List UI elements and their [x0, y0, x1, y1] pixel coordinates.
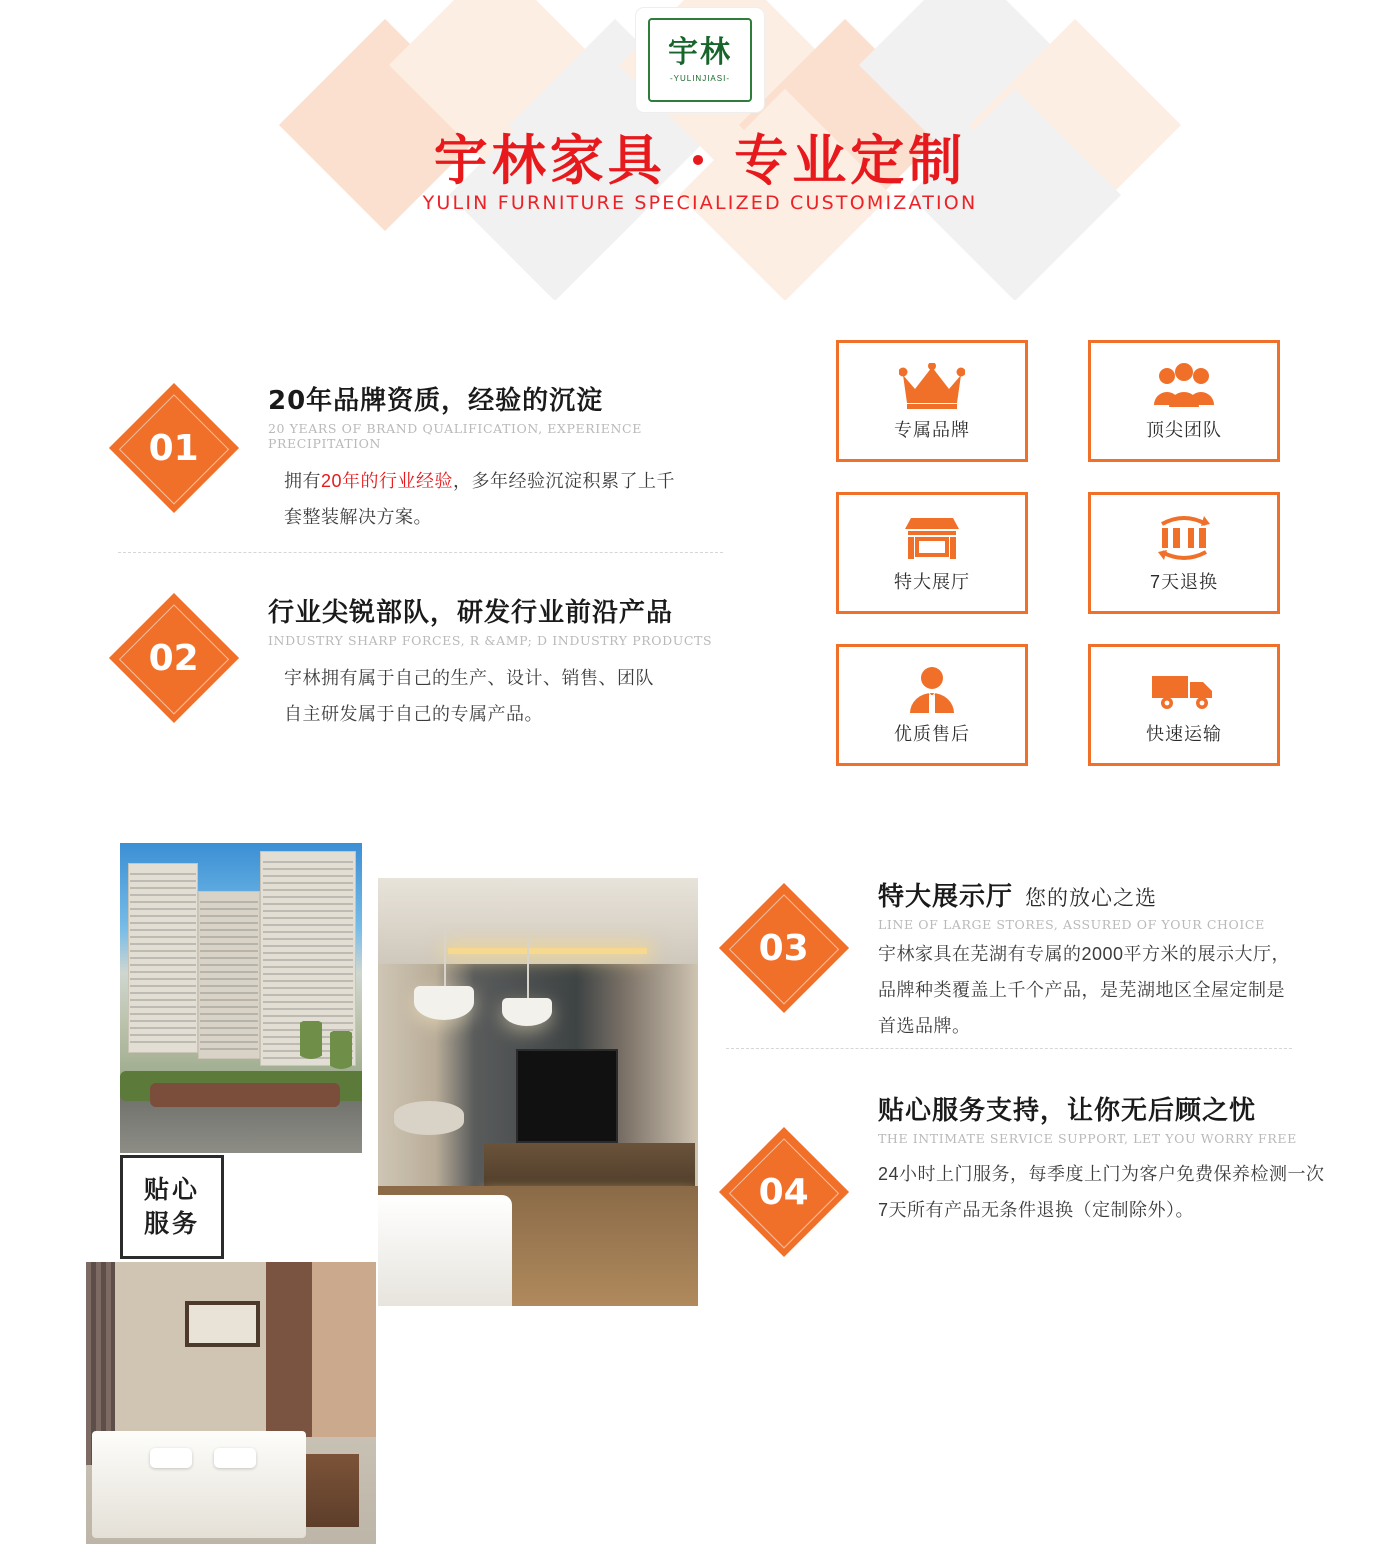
logo-chinese-text: 宇林 [668, 34, 732, 70]
feature-title-03: 特大展示厅 [878, 882, 1014, 912]
feature-divider-right [726, 1048, 1292, 1049]
pillow [150, 1448, 192, 1468]
feature-title-02: 行业尖锐部队，研发行业前沿产品 [268, 598, 674, 628]
advantage-card-shipping[interactable] [1088, 644, 1280, 766]
feature-subtitle-04: THE INTIMATE SERVICE SUPPORT, LET YOU WORRY FREE [878, 1131, 1297, 1146]
truck-icon [1150, 664, 1218, 716]
advantage-label-showroom: 特大展厅 [894, 572, 970, 592]
advantage-card-showroom[interactable] [836, 492, 1028, 614]
feature-body-01-highlight: 20年的行业经验 [321, 471, 454, 491]
feature-body-03-line3: 首选品牌。 [878, 1016, 971, 1036]
feature-body-01-post: ，多年经验沉淀积累了上千 [453, 471, 676, 491]
feature-number-badge-04 [719, 1127, 849, 1257]
advantage-card-team[interactable] [1088, 340, 1280, 462]
advantage-label-team: 顶尖团队 [1146, 420, 1222, 440]
wall-picture-frame [185, 1301, 260, 1346]
care-service-card [120, 1155, 224, 1259]
advantage-card-return[interactable] [1088, 492, 1280, 614]
feature-block-01 [128, 380, 748, 535]
feature-body-04-line1: 24小时上门服务，每季度上门为客户免费保养检测一次 [878, 1164, 1325, 1184]
page-subtitle: YULIN FURNITURE SPECIALIZED CUSTOMIZATION [422, 192, 978, 214]
bedroom-photo [86, 1262, 376, 1544]
feature-body-03-line2: 品牌种类覆盖上千个产品，是芜湖地区全屋定制是 [878, 980, 1285, 1000]
bed-corner [378, 1195, 512, 1306]
team-icon [1151, 360, 1217, 412]
care-service-line1: 贴心 [143, 1175, 200, 1204]
building-windows [200, 901, 258, 1053]
feature-subtitle-01: 20 YEARS OF BRAND QUALIFICATION, EXPERIENCE PRECIPITATION [268, 421, 642, 451]
page-title: 宇林家具 · 专业定制 [433, 128, 967, 192]
round-table [394, 1101, 464, 1135]
feature-body-02 [268, 660, 748, 732]
television [516, 1049, 618, 1143]
advantage-label-return: 7天退换 [1149, 572, 1218, 592]
building-windows [130, 873, 196, 1048]
pillow [214, 1448, 256, 1468]
feature-body-01-pre: 拥有 [284, 471, 321, 491]
cove-light [448, 948, 646, 954]
logo-frame [648, 18, 752, 102]
feature-title-04: 贴心服务支持，让你无后顾之忧 [878, 1096, 1257, 1126]
brand-logo [636, 8, 764, 112]
feature-body-01-line2: 套整装解决方案。 [284, 507, 432, 527]
flower-bed [150, 1083, 340, 1107]
advantage-card-aftersales[interactable] [836, 644, 1028, 766]
feature-body-04-line2: 7天所有产品无条件退换（定制除外）。 [878, 1200, 1195, 1220]
feature-number-01: 01 [148, 427, 200, 469]
feature-body-03-line1: 宇林家具在芜湖有专属的2000平方米的展示大厅， [878, 944, 1291, 964]
tree [300, 1021, 322, 1073]
feature-subtitle-03: LINE OF LARGE STORES, ASSURED OF YOUR CHOICE [878, 917, 1265, 932]
feature-block-04 [738, 1090, 1358, 1228]
feature-body-01 [268, 463, 748, 535]
feature-number-badge-02 [109, 593, 239, 723]
store-icon [901, 512, 963, 564]
advantage-label-aftersales: 优质售后 [894, 724, 970, 744]
crown-icon [899, 360, 965, 412]
feature-body-03 [878, 936, 1358, 1044]
bed [92, 1431, 307, 1538]
return-icon [1152, 512, 1216, 564]
tree [330, 1031, 352, 1083]
feature-number-badge-03 [719, 883, 849, 1013]
feature-block-02 [128, 592, 748, 732]
page-header [0, 0, 1400, 300]
wall [86, 1262, 376, 1437]
feature-body-04 [878, 1156, 1358, 1228]
advantage-label-brand: 专属品牌 [894, 420, 970, 440]
feature-body-02-line1: 宇林拥有属于自己的生产、设计、销售、团队 [284, 668, 654, 688]
nightstand [306, 1454, 358, 1527]
advantages-grid [836, 340, 1280, 766]
building-exterior-photo [120, 843, 362, 1153]
feature-number-04: 04 [758, 1171, 810, 1213]
feature-number-03: 03 [758, 927, 810, 969]
feature-divider-left [118, 552, 723, 553]
advantage-label-shipping: 快速运输 [1146, 724, 1222, 744]
care-service-line2: 服务 [143, 1209, 200, 1238]
service-person-icon [903, 664, 961, 716]
feature-title-03-secondary: 您的放心之选 [1025, 887, 1158, 910]
living-room-showroom-photo [378, 878, 698, 1306]
logo-pinyin-text: -YULINJIASI- [669, 73, 730, 83]
feature-number-02: 02 [148, 637, 200, 679]
feature-block-03 [738, 876, 1358, 1044]
feature-subtitle-02: INDUSTRY SHARP FORCES, R &AMP; D INDUSTRY PRODUCTS [268, 633, 713, 648]
feature-number-badge-01 [109, 383, 239, 513]
feature-title-01: 20年品牌资质，经验的沉淀 [268, 386, 604, 416]
advantage-card-brand[interactable] [836, 340, 1028, 462]
feature-body-02-line2: 自主研发属于自己的专属产品。 [284, 704, 543, 724]
